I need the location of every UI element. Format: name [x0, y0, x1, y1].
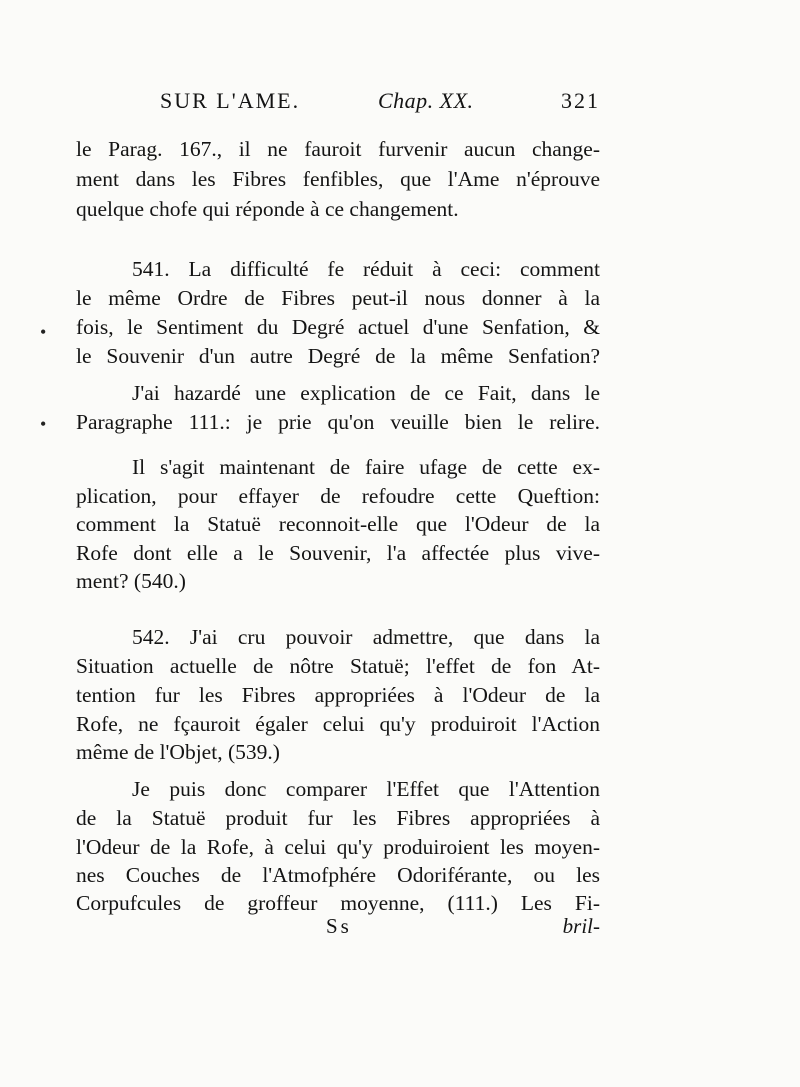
- chapter-label: Chap. XX.: [378, 88, 474, 113]
- text-line: le Parag. 167., il ne fauroit furvenir aucun change-: [76, 137, 600, 161]
- text-line: même de l'Objet, (539.): [76, 740, 280, 764]
- text-line: fois, le Sentiment du Degré actuel d'une Senfation, &: [76, 315, 600, 339]
- text-line: Paragraphe 111.: je prie qu'on veuille bien le relire.: [76, 410, 600, 434]
- margin-dot: •: [40, 414, 47, 434]
- text-line: plication, pour effayer de refoudre cette Queftion:: [76, 484, 600, 508]
- margin-dot: •: [40, 322, 47, 342]
- text-line: J'ai hazardé une explication de ce Fait, dans le: [132, 381, 600, 405]
- text-line: le même Ordre de Fibres peut-il nous donner à la: [76, 286, 600, 310]
- signature-mark: Ss: [326, 914, 352, 938]
- text-line: ment dans les Fibres fenfibles, que l'Ame n'éprouve: [76, 167, 600, 191]
- text-line: tention fur les Fibres appropriées à l'Odeur de la: [76, 683, 600, 707]
- text-line: nes Couches de l'Atmofphére Odoriférante, ou les: [76, 863, 600, 887]
- text-line: comment la Statuë reconnoit-elle que l'Odeur de la: [76, 512, 600, 536]
- text-line: 541. La difficulté fe réduit à ceci: comment: [132, 257, 600, 281]
- text-line: Situation actuelle de nôtre Statuë; l'effet de fon At-: [76, 654, 600, 678]
- text-line: le Souvenir d'un autre Degré de la même Senfation?: [76, 344, 600, 368]
- text-line: Corpufcules de groffeur moyenne, (111.) Les Fi-: [76, 891, 600, 915]
- text-line: 542. J'ai cru pouvoir admettre, que dans la: [132, 625, 600, 649]
- page-header: [160, 88, 600, 118]
- text-line: de la Statuë produit fur les Fibres appropriées à: [76, 806, 600, 830]
- text-line: quelque chofe qui réponde à ce changement.: [76, 197, 459, 221]
- page-footer: [76, 914, 600, 944]
- catchword: bril-: [562, 914, 600, 938]
- text-line: Rofe dont elle a le Souvenir, l'a affectée plus vive-: [76, 541, 600, 565]
- running-title: SUR L'AME.: [160, 88, 301, 113]
- text-line: l'Odeur de la Rofe, à celui qu'y produiroient les moyen-: [76, 835, 600, 859]
- page-number: 321: [561, 88, 600, 113]
- text-line: Je puis donc comparer l'Effet que l'Attention: [132, 777, 600, 801]
- text-line: ment? (540.): [76, 569, 186, 593]
- text-line: Il s'agit maintenant de faire ufage de cette ex-: [132, 455, 600, 479]
- text-line: Rofe, ne fçauroit égaler celui qu'y produiroit l'Action: [76, 712, 600, 736]
